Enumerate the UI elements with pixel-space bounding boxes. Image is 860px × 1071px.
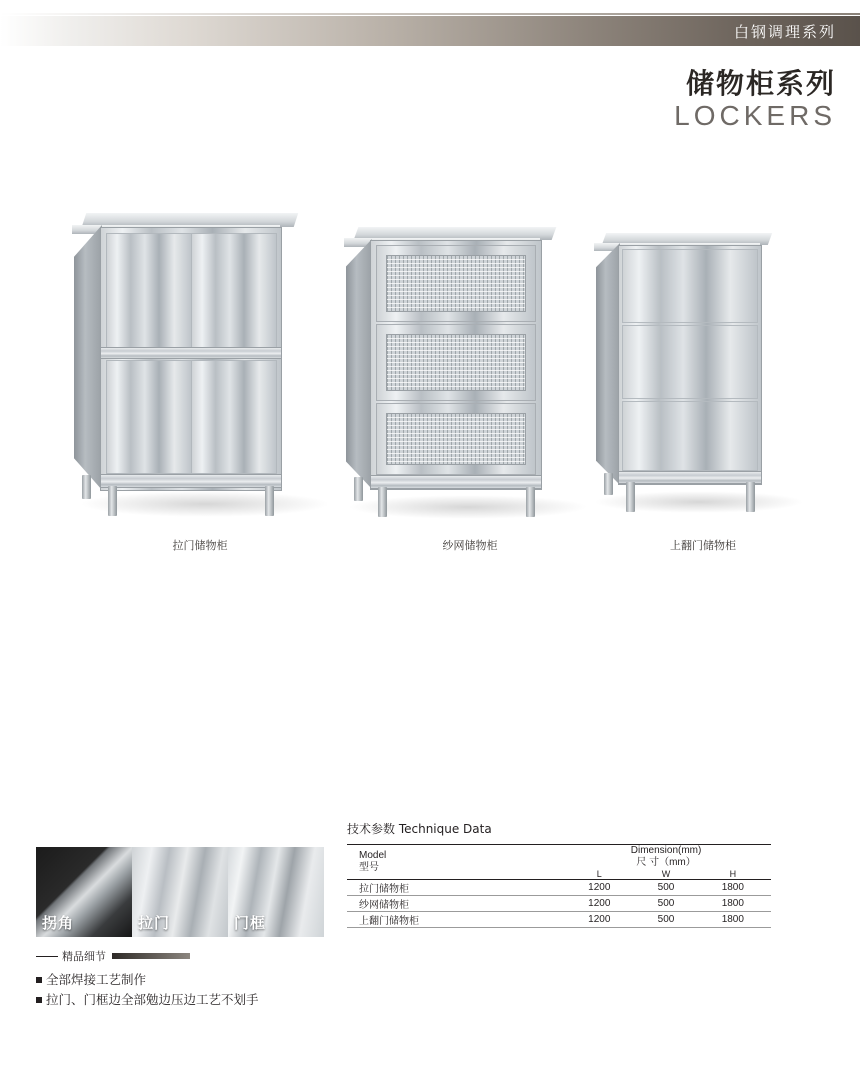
cabinet-bottom-rail xyxy=(370,475,542,489)
cell-model: 拉门储物柜 xyxy=(359,884,409,895)
table-row xyxy=(347,896,771,912)
cabinet-leg xyxy=(746,482,755,512)
cabinet-leg xyxy=(265,486,274,516)
product-flip-door-locker xyxy=(578,195,828,555)
cell-length: 1200 xyxy=(588,898,611,909)
cabinet-bottom-rail xyxy=(100,474,282,488)
cabinet-leg xyxy=(626,482,635,512)
cell-model: 纱网储物柜 xyxy=(359,900,409,911)
header-width: W xyxy=(661,869,671,879)
detail-label: 拉门 xyxy=(138,914,171,932)
cabinet-leg xyxy=(82,475,91,499)
note-text: 拉门、门框边全部勉边压边工艺不划手 xyxy=(46,992,259,1007)
cabinet-upper-door-left xyxy=(106,233,192,348)
notes-heading: 精品细节 xyxy=(62,950,106,963)
mesh-panel xyxy=(386,255,526,312)
cell-length: 1200 xyxy=(588,914,611,925)
cell-height: 1800 xyxy=(721,914,744,925)
header-dimension: Dimension(mm) 尺 寸（mm） xyxy=(630,845,702,868)
cabinet-lower-door-right xyxy=(191,360,277,474)
product-gallery xyxy=(0,195,860,565)
cell-height: 1800 xyxy=(721,882,744,893)
detail-photo-strip xyxy=(36,847,324,937)
cabinet-leg xyxy=(526,487,535,517)
notes-rule-left xyxy=(36,956,58,957)
mesh-panel xyxy=(386,413,526,465)
cabinet-left-side xyxy=(74,225,102,490)
cabinet-leg xyxy=(354,477,363,501)
cabinet-leg xyxy=(108,486,117,516)
table-header-row xyxy=(347,845,771,870)
cell-length: 1200 xyxy=(588,882,611,893)
technique-data-heading: 技术参数 Technique Data xyxy=(347,822,492,836)
table-bottom-rule xyxy=(347,928,771,930)
header-gradient xyxy=(0,16,860,46)
product-caption: 纱网储物柜 xyxy=(442,539,498,552)
header-height: H xyxy=(729,869,737,879)
cabinet-flip-door-bottom xyxy=(622,401,758,471)
table-row xyxy=(347,912,771,928)
detail-photo-door-frame xyxy=(228,847,324,937)
product-caption: 拉门储物柜 xyxy=(172,539,228,552)
cell-width: 500 xyxy=(657,882,675,893)
cell-width: 500 xyxy=(657,898,675,909)
cabinet-lower-door-left xyxy=(106,360,192,474)
header-length: L xyxy=(596,869,602,879)
cabinet-left-side xyxy=(596,243,620,485)
detail-notes xyxy=(36,948,456,1010)
cell-model: 上翻门储物柜 xyxy=(359,916,419,927)
cabinet-left-side xyxy=(346,239,372,489)
technique-data-section xyxy=(347,820,771,929)
note-item xyxy=(36,970,456,990)
cabinet-flip-door-top xyxy=(622,249,758,323)
cell-width: 500 xyxy=(657,914,675,925)
series-label: 白钢调理系列 xyxy=(733,23,836,41)
note-text: 全部焊接工艺制作 xyxy=(46,972,147,987)
cabinet-mesh-door-top xyxy=(376,245,536,322)
page-title-en: LOCKERS xyxy=(674,100,836,131)
cabinet-upper-door-right xyxy=(191,233,277,348)
header-model: Model 型号 xyxy=(359,850,387,873)
detail-label: 拐角 xyxy=(42,914,75,932)
cell-height: 1800 xyxy=(721,898,744,909)
cabinet-leg xyxy=(378,487,387,517)
page-header-band xyxy=(0,0,860,48)
technique-data-table xyxy=(347,844,771,929)
cabinet-leg xyxy=(604,473,613,495)
detail-photo-sliding-door xyxy=(132,847,228,937)
bullet-icon xyxy=(36,997,42,1003)
bullet-icon xyxy=(36,977,42,983)
floor-shadow xyxy=(80,491,330,517)
product-caption: 上翻门储物柜 xyxy=(670,539,736,552)
notes-rule-right xyxy=(112,953,190,959)
product-sliding-door-locker xyxy=(60,195,340,555)
product-mesh-locker xyxy=(330,195,610,555)
detail-photo-corner xyxy=(36,847,132,937)
cabinet-bottom-rail xyxy=(618,471,762,484)
notes-heading-row xyxy=(36,948,456,964)
cabinet-mesh-door-middle xyxy=(376,324,536,401)
detail-label: 门框 xyxy=(234,914,267,932)
page-title: 储物柜系列 xyxy=(685,67,836,100)
cabinet-mesh-door-bottom xyxy=(376,403,536,475)
table-row xyxy=(347,880,771,896)
cabinet-flip-door-middle xyxy=(622,325,758,399)
header-hairline xyxy=(0,13,860,15)
note-item xyxy=(36,990,456,1010)
cabinet-mid-rail xyxy=(100,347,282,359)
mesh-panel xyxy=(386,334,526,391)
